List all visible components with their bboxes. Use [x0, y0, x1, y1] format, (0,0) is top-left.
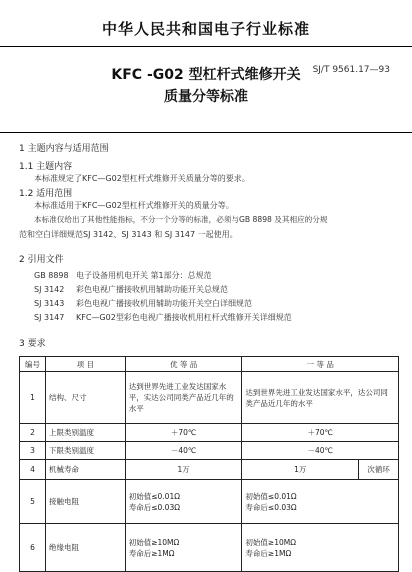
- reference-title: 电子设备用机电开关 第1部分：总规范: [76, 271, 212, 280]
- row-first: ＋70℃: [242, 424, 399, 442]
- section1-2-text-2: 本标准仅给出了其他性能指标，不分一个分等的标准，必须与GB 8898 及其相应的分规: [34, 215, 328, 224]
- row-item: 上限类别温度: [45, 424, 125, 442]
- row-note: 次循环: [359, 460, 399, 480]
- header-no: 编号: [20, 357, 46, 372]
- row-no: 4: [20, 460, 46, 480]
- table-row: [20, 480, 399, 524]
- requirements-table: [19, 356, 399, 572]
- section1-1-heading: 1.1 主题内容: [19, 162, 73, 172]
- section1-2-text-1: 本标准适用于KFC—G02型杠杆式维修开关的质量分等。: [34, 201, 234, 210]
- header-item: 项 目: [45, 357, 125, 372]
- table-row: [20, 524, 399, 572]
- row-excellent: 1万: [125, 460, 242, 480]
- row-excellent: 达到世界先进工业发达国家水平，实达公司同类产品近几年的水平: [125, 372, 242, 424]
- reference-title: KFC—G02型彩色电视广播接收机用杠杆式维修开关详细规范: [76, 313, 292, 322]
- row-no: 2: [20, 424, 46, 442]
- table-header-row: [20, 357, 399, 372]
- header-divider: [0, 46, 412, 47]
- reference-code: GB 8898: [34, 271, 69, 280]
- reference-code: SJ 3147: [34, 313, 65, 322]
- table-row: [20, 460, 399, 480]
- row-no: 1: [20, 372, 46, 424]
- reference-code: SJ 3142: [34, 285, 65, 294]
- header-excellent: 优 等 品: [125, 357, 242, 372]
- row-item: 接触电阻: [45, 480, 125, 524]
- row-first: 1万: [242, 460, 359, 480]
- section1-2-text-3: 范和空白详细规范SJ 3142、SJ 3143 和 SJ 3147 一起使用。: [19, 230, 238, 239]
- table-row: [20, 442, 399, 460]
- row-first: 初始值≤0.01Ω 寿命后≤0.03Ω: [242, 480, 399, 524]
- row-first: 达到世界先进工业发达国家水平，达公司同类产品近几年的水平: [242, 372, 399, 424]
- row-no: 5: [20, 480, 46, 524]
- title-divider: [0, 132, 412, 133]
- reference-title: 彩色电视广播接收机用辅助功能开关总规范: [76, 285, 228, 294]
- reference-title: 彩色电视广播接收机用辅助功能开关空白详细规范: [76, 299, 252, 308]
- row-item: 机械寿命: [45, 460, 125, 480]
- row-excellent: 初始值≤0.01Ω 寿命后≤0.03Ω: [125, 480, 242, 524]
- document-code: SJ/T 9561.17—93: [312, 65, 390, 75]
- row-item: 绝缘电阻: [45, 524, 125, 572]
- standard-header: 中华人民共和国电子行业标准: [101, 20, 310, 38]
- section1-1-text: 本标准规定了KFC—G02型杠杆式维修开关质量分等的要求。: [34, 174, 250, 183]
- reference-item: [34, 312, 292, 323]
- reference-item: [34, 270, 212, 281]
- row-first: 初始值≥10MΩ 寿命后≥1MΩ: [242, 524, 399, 572]
- section3-heading: 3 要求: [19, 339, 46, 349]
- row-excellent: ＋70℃: [125, 424, 242, 442]
- row-first: －40℃: [242, 442, 399, 460]
- row-excellent: －40℃: [125, 442, 242, 460]
- row-item: 下限类别温度: [45, 442, 125, 460]
- reference-item: [34, 298, 252, 309]
- table-row: [20, 424, 399, 442]
- reference-code: SJ 3143: [34, 299, 65, 308]
- section1-2-heading: 1.2 适用范围: [19, 189, 73, 199]
- document-title-line2: 质量分等标准: [164, 89, 248, 105]
- row-item: 结构、尺寸: [45, 372, 125, 424]
- section2-heading: 2 引用文件: [19, 255, 64, 265]
- section1-heading: 1 主题内容与适用范围: [19, 144, 109, 154]
- header-first: 一 等 品: [242, 357, 399, 372]
- row-excellent: 初始值≥10MΩ 寿命后≥1MΩ: [125, 524, 242, 572]
- reference-item: [34, 284, 228, 295]
- row-no: 3: [20, 442, 46, 460]
- table-row: [20, 372, 399, 424]
- row-no: 6: [20, 524, 46, 572]
- document-title-line1: KFC -G02 型杠杆式维修开关: [111, 67, 301, 83]
